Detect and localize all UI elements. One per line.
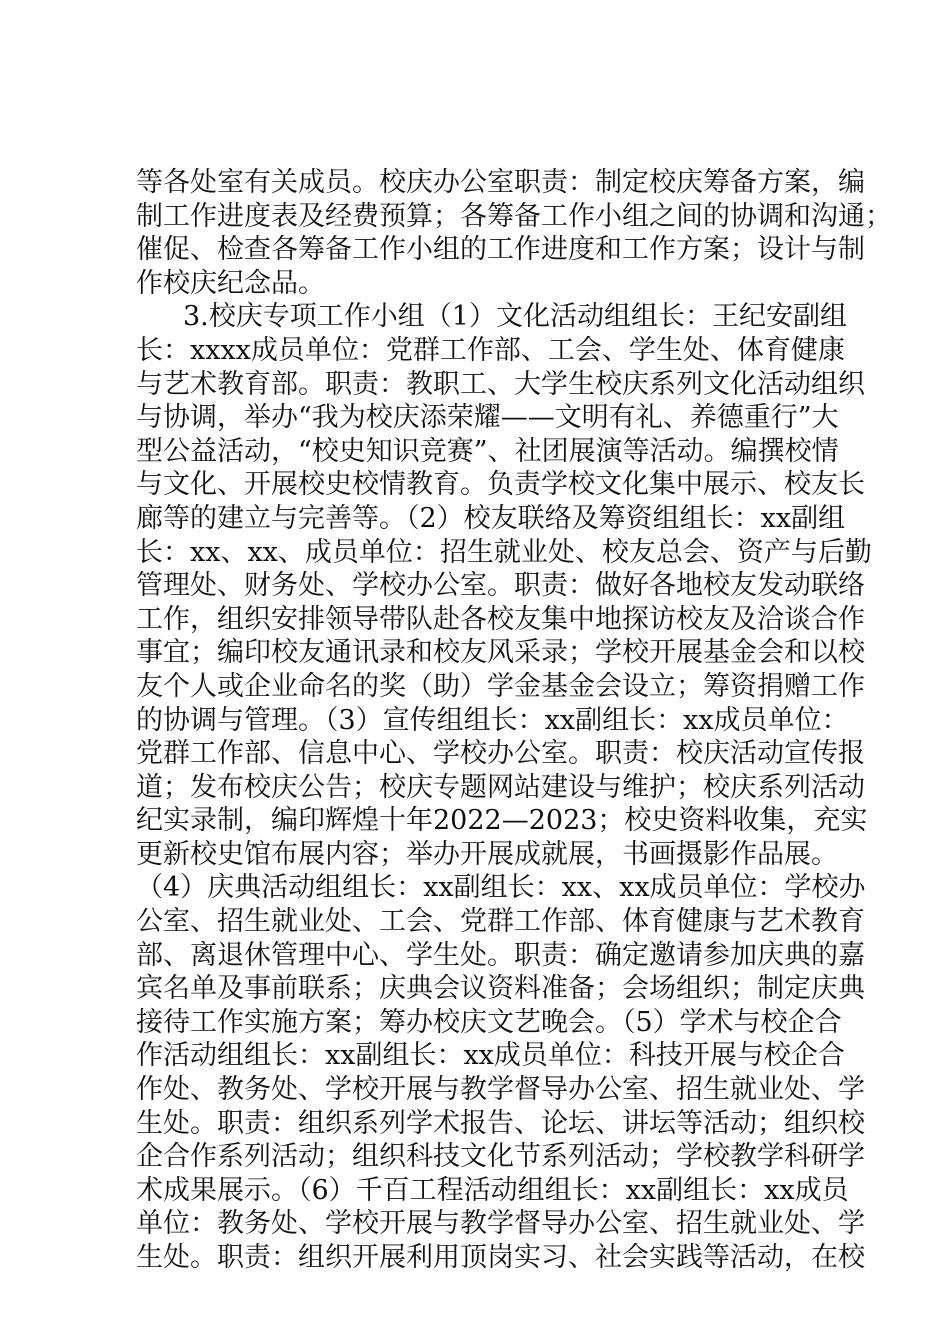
text-line: 更新校史馆布展内容；举办开展成就展，书画摄影作品展。: [136, 838, 838, 870]
text-line: 催促、检查各筹备工作小组的工作进度和工作方案；设计与制: [136, 234, 865, 266]
text-line: 作处、教务处、学校开展与教学督导办公室、招生就业处、学: [136, 1074, 865, 1106]
text-line: 事宜；编印校友通讯录和校友风采录；学校开展基金会和以校: [136, 637, 865, 669]
text-line: 等各处室有关成员。校庆办公室职责：制定校庆筹备方案，编: [136, 167, 865, 198]
text-line: 型公益活动，“校史知识竞赛”、社团展演等活动。编撰校情: [136, 435, 839, 467]
text-line: 作校庆纪念品。: [136, 267, 325, 299]
text-line: 单位：教务处、学校开展与教学督导办公室、招生就业处、学: [136, 1208, 865, 1240]
text-line: 党群工作部、信息中心、学校办公室。职责：校庆活动宣传报: [136, 738, 865, 770]
text-line: 部、离退休管理中心、学生处。职责：确定邀请参加庆典的嘉: [136, 939, 865, 971]
text-line: （4）庆典活动组组长：xx副组长：xx、xx成员单位：学校办: [136, 872, 866, 904]
text-line: 管理处、财务处、学校办公室。职责：做好各地校友发动联络: [136, 570, 865, 602]
text-line: 公室、招生就业处、工会、党群工作部、体育健康与艺术教育: [136, 906, 865, 938]
text-line: 长：xx、xx、成员单位：招生就业处、校友总会、资产与后勤: [136, 536, 872, 568]
document-body: [136, 166, 892, 1275]
text-line: 接待工作实施方案；筹办校庆文艺晚会。（5）学术与校企合: [136, 1006, 842, 1038]
text-line: 与文化、开展校史校情教育。负责学校文化集中展示、校友长: [136, 469, 865, 501]
text-line: 与艺术教育部。职责：教职工、大学生校庆系列文化活动组织: [136, 368, 865, 400]
text-line: 友个人或企业命名的奖（助）学金基金会设立；筹资捐赠工作: [136, 670, 865, 702]
text-line: 廊等的建立与完善等。（2）校友联络及筹资组组长：xx副组: [136, 502, 846, 534]
text-line: 纪实录制，编印辉煌十年2022—2023；校史资料收集，充实: [136, 805, 868, 837]
text-line: 作活动组组长：xx副组长：xx成员单位：科技开展与校企合: [136, 1040, 845, 1072]
text-line: 长：xxxx成员单位：党群工作部、工会、学生处、体育健康: [136, 334, 845, 366]
text-line: 生处。职责：组织开展利用顶岗实习、社会实践等活动，在校: [136, 1242, 865, 1273]
text-line: 企合作系列活动；组织科技文化节系列活动；学校教学科研学: [136, 1141, 865, 1173]
text-line: 术成果展示。（6）千百工程活动组组长：xx副组长：xx成员: [136, 1174, 849, 1206]
text-line: 工作，组织安排领导带队赴各校友集中地探访校友及洽谈合作: [136, 603, 865, 635]
text-line: 制工作进度表及经费预算；各筹备工作小组之间的协调和沟通；: [136, 200, 892, 232]
text-line: 宾名单及事前联系；庆典会议资料准备；会场组织；制定庆典: [136, 973, 865, 1005]
text-line: 生处。职责：组织系列学术报告、论坛、讲坛等活动；组织校: [136, 1107, 865, 1139]
paragraph-start-line: 3.校庆专项工作小组（1）文化活动组组长：王纪安副组: [183, 301, 847, 333]
text-line: 道；发布校庆公告；校庆专题网站建设与维护；校庆系列活动: [136, 771, 865, 803]
text-line: 的协调与管理。（3）宣传组组长：xx副组长：xx成员单位：: [136, 704, 849, 736]
text-line: 与协调，举办“我为校庆添荣耀——文明有礼、养德重行”大: [136, 402, 839, 434]
